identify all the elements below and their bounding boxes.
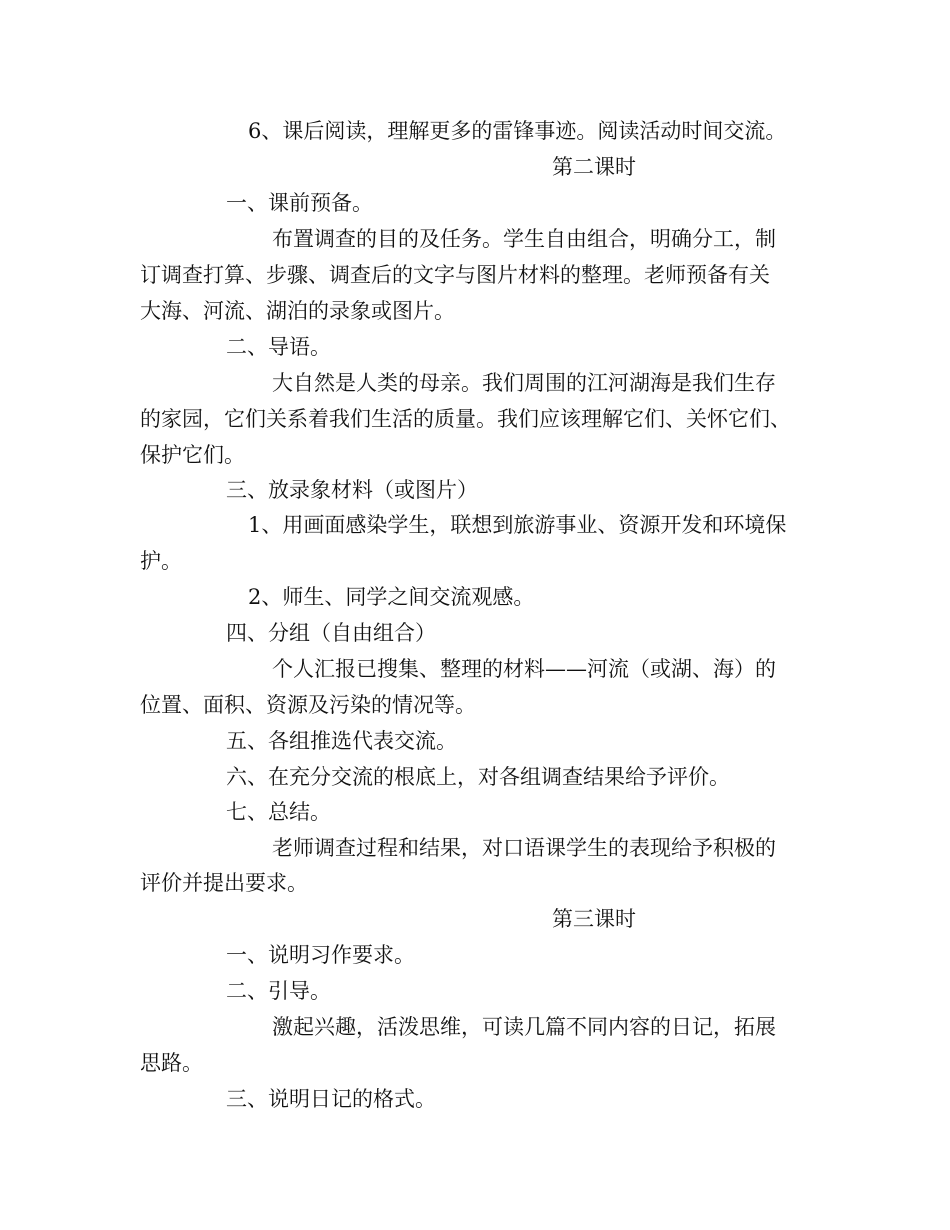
paragraph-line: 五、各组推选代表交流。	[226, 729, 457, 753]
paragraph-line: 老师调查过程和结果，对口语课学生的表现给予积极的	[272, 836, 776, 860]
section-heading: 第二课时	[552, 155, 636, 179]
paragraph-line: 二、导语。	[226, 335, 331, 359]
paragraph-line: 6、课后阅读，理解更多的雷锋事迹。阅读活动时间交流。	[248, 119, 787, 143]
paragraph-line: 六、在充分交流的根底上，对各组调查结果给予评价。	[226, 765, 730, 789]
paragraph-line: 1、用画面感染学生，联想到旅游事业、资源开发和环境保	[248, 513, 787, 537]
paragraph-line: 三、说明日记的格式。	[226, 1087, 436, 1111]
section-heading: 第三课时	[552, 907, 636, 931]
paragraph-line: 三、放录象材料（或图片）	[226, 478, 478, 502]
paragraph-line: 的家园，它们关系着我们生活的质量。我们应该理解它们、关怀它们、	[140, 407, 791, 431]
paragraph-line: 个人汇报已搜集、整理的材料——河流（或湖、海）的	[272, 657, 776, 681]
paragraph-line: 位置、面积、资源及污染的情况等。	[140, 693, 476, 717]
paragraph-line: 评价并提出要求。	[140, 871, 308, 895]
paragraph-line: 保护它们。	[140, 443, 245, 467]
paragraph-line: 思路。	[140, 1051, 203, 1075]
paragraph-line: 激起兴趣，活泼思维，可读几篇不同内容的日记，拓展	[272, 1015, 776, 1039]
paragraph-line: 二、引导。	[226, 979, 331, 1003]
paragraph-line: 护。	[140, 549, 182, 573]
paragraph-line: 2、师生、同学之间交流观感。	[248, 585, 535, 609]
paragraph-line: 七、总结。	[226, 800, 331, 824]
paragraph-line: 大自然是人类的母亲。我们周围的江河湖海是我们生存	[272, 371, 776, 395]
paragraph-line: 订调查打算、步骤、调查后的文字与图片材料的整理。老师预备有关	[140, 263, 770, 287]
paragraph-line: 一、课前预备。	[226, 191, 373, 215]
paragraph-line: 布置调查的目的及任务。学生自由组合，明确分工，制	[272, 227, 776, 251]
paragraph-line: 四、分组（自由组合）	[226, 621, 436, 645]
paragraph-line: 大海、河流、湖泊的录象或图片。	[140, 299, 455, 323]
paragraph-line: 一、说明习作要求。	[226, 943, 415, 967]
